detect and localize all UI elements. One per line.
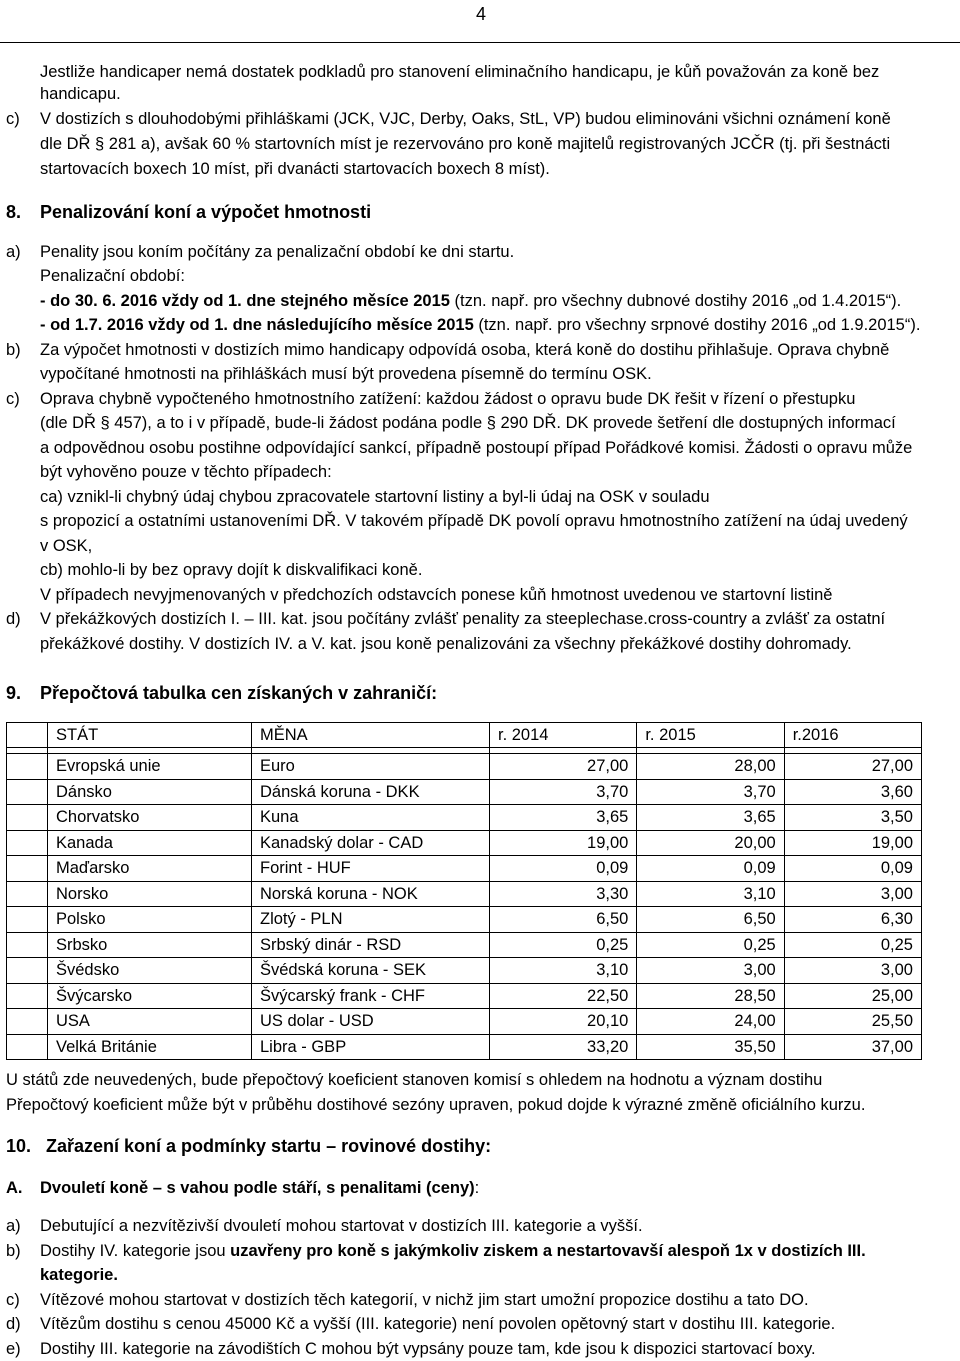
table-row: Norsko Norská koruna - NOK 3,30 3,10 3,00 — [7, 881, 922, 907]
table-row: Srbsko Srbský dinár - RSD 0,25 0,25 0,25 — [7, 932, 922, 958]
table-row: Kanada Kanadský dolar - CAD 19,00 20,00 19,00 — [7, 830, 922, 856]
table-row: Polsko Zlotý - PLN 6,50 6,50 6,30 — [7, 907, 922, 933]
exchange-rate-table — [6, 722, 922, 1060]
header-cell: r. 2014 — [490, 723, 637, 748]
header-cell: STÁT — [48, 723, 252, 748]
table-header-row — [7, 723, 922, 748]
table-row: Švédsko Švédská koruna - SEK 3,10 3,00 3,00 — [7, 958, 922, 984]
table-note: U států zde neuvedených, bude přepočtový koeficient stanoven komisí s ohledem na hodnotu a význam dostihu — [6, 1071, 823, 1089]
table-row: Maďarsko Forint - HUF 0,09 0,09 0,09 — [7, 856, 922, 882]
header-cell: r.2016 — [784, 723, 921, 748]
page-number: 4 — [476, 4, 487, 24]
table-row: Dánsko Dánská koruna - DKK 3,70 3,70 3,60 — [7, 779, 922, 805]
header-cell: r. 2015 — [637, 723, 784, 748]
table-row: Evropská unie Euro 27,00 28,00 27,00 — [7, 754, 922, 780]
table-row: Chorvatsko Kuna 3,65 3,65 3,50 — [7, 805, 922, 831]
table-row: Švýcarsko Švýcarský frank - CHF 22,50 28,50 25,00 — [7, 983, 922, 1009]
table-row: USA US dolar - USD 20,10 24,00 25,50 — [7, 1009, 922, 1035]
header-rule — [0, 42, 960, 43]
header-cell: MĚNA — [252, 723, 490, 748]
table-row: Velká Británie Libra - GBP 33,20 35,50 37,00 — [7, 1034, 922, 1060]
table-note: Přepočtový koeficient může být v průběhu dostihové sezóny upraven, pokud dojde k výrazné změně oficiálního kurzu. — [6, 1096, 866, 1114]
